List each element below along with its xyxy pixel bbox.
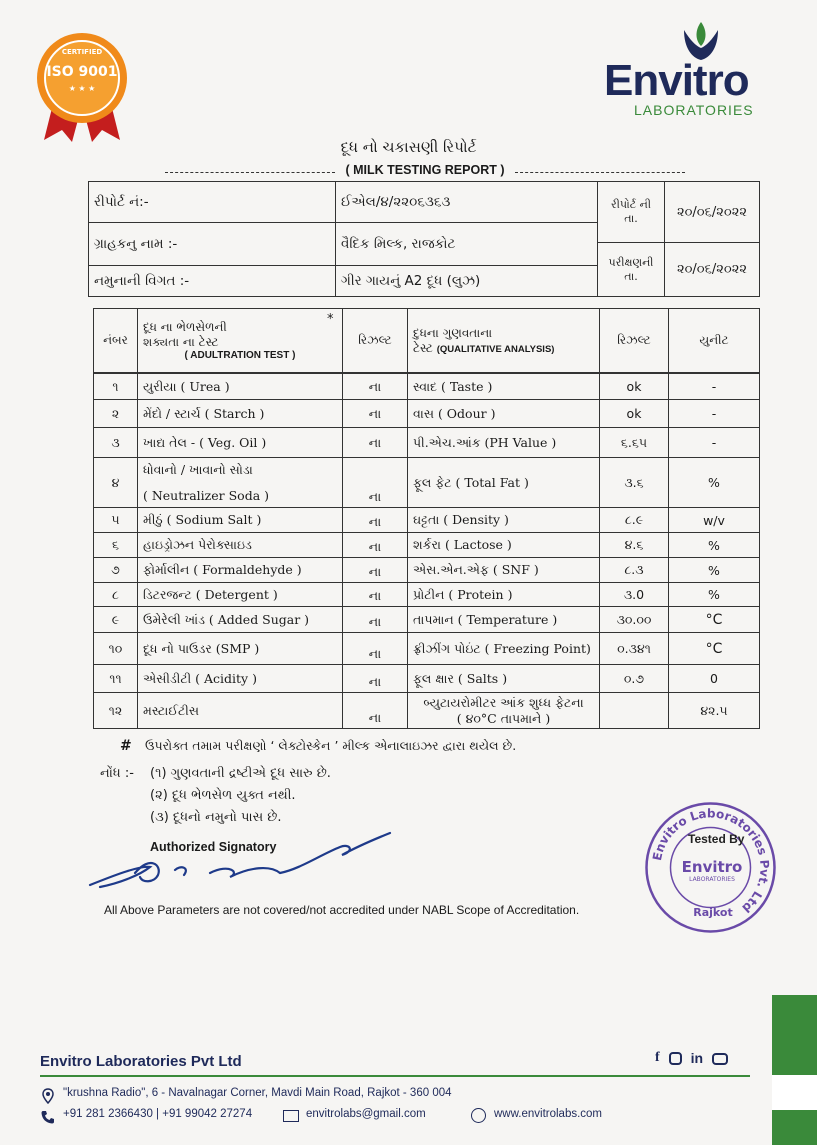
seal-center: Envitro xyxy=(681,858,743,876)
report-date-label xyxy=(597,181,665,243)
sample-value: ગીર ગાયનું A2 દૂધ (લુઝ) xyxy=(335,265,598,297)
row-3-unit: - xyxy=(668,427,760,458)
row-12-result: ના xyxy=(342,692,408,729)
row-10-result: ના xyxy=(342,632,408,665)
row-10-quality: ફ્રીઝીંગ પોઇંટ ( Freezing Point) xyxy=(407,632,600,665)
row-10-unit: °C xyxy=(668,632,760,665)
row-5-unit: w/v xyxy=(668,507,760,533)
test-date-label-line2: તા. xyxy=(624,269,638,283)
footer-address: "krushna Radio", 6 - Navalnagar Corner, Mavdi Main Road, Rajkot - 360 004 xyxy=(63,1087,452,1099)
row-1-result: ના xyxy=(342,373,408,400)
title-divider-left xyxy=(165,172,335,173)
row-10-test: દૂધ નો પાઉડર (SMP ) xyxy=(137,632,343,665)
footer-company: Envitro Laboratories Pvt Ltd xyxy=(40,1053,242,1070)
row-8-qresult: ૩.0 xyxy=(599,582,669,607)
row-8-unit: % xyxy=(668,582,760,607)
globe-icon xyxy=(471,1108,486,1123)
row-4-test-line1: ધોવાનો / ખાવાનો સોડા xyxy=(143,462,253,477)
decor-bar-white xyxy=(772,1075,817,1110)
row-2-no: ૨ xyxy=(93,399,138,428)
brand-name: Envitro xyxy=(604,56,749,105)
row-4-test xyxy=(137,457,343,508)
col-header-quality-line2b: (QUALITATIVE ANALYSIS) xyxy=(436,343,555,355)
row-9-result: ના xyxy=(342,606,408,633)
col-header-result2: રિઝલ્ટ xyxy=(599,308,669,373)
row-7-test: ફોર્માલીન ( Formaldehyde ) xyxy=(137,557,343,583)
row-8-result: ના xyxy=(342,582,408,607)
title-english: ( MILK TESTING REPORT ) xyxy=(345,163,505,177)
decor-bar-green xyxy=(772,995,817,1075)
note-3: (૩) દૂધનો નમુનો પાસ છે. xyxy=(150,810,282,825)
row-1-qresult: ok xyxy=(599,373,669,400)
row-12-quality-line2: ( ૪૦°C તાપમાને ) xyxy=(456,710,551,726)
row-11-test: એસીડીટી ( Acidity ) xyxy=(137,664,343,693)
iso-badge-top: CERTIFIED xyxy=(61,48,103,56)
social-icons xyxy=(655,1050,728,1066)
col-header-unit: યુનીટ xyxy=(668,308,760,373)
row-11-result: ના xyxy=(342,664,408,693)
report-date-label-line2: તા. xyxy=(624,212,638,225)
test-date-value: ૨૦/૦૬/૨૦૨૨ xyxy=(664,242,760,297)
row-12-qresult xyxy=(599,692,669,729)
seal-center-sub: LABORATORIES xyxy=(689,876,735,883)
lab-seal xyxy=(643,800,778,935)
brand-sub: LABORATORIES xyxy=(634,102,754,118)
instagram-icon[interactable] xyxy=(669,1052,682,1065)
row-12-test: મસ્ટાઈટીસ xyxy=(137,692,343,729)
row-1-unit: - xyxy=(668,373,760,400)
row-3-test: ખાદ્ય તેલ - ( Veg. Oil ) xyxy=(137,427,343,458)
col-header-no: નંબર xyxy=(93,308,138,373)
row-11-qresult: ૦.૭ xyxy=(599,664,669,693)
email-icon xyxy=(283,1110,299,1122)
row-4-qresult: ૩.૬ xyxy=(599,457,669,508)
note-label: નોંધ :- xyxy=(100,766,134,781)
row-6-no: ૬ xyxy=(93,532,138,558)
report-no-value: ઈએલ/૪/૨૨૦૬૩૬૩ xyxy=(335,181,598,223)
seal-city: Rajkot xyxy=(693,906,733,919)
row-1-no: ૧ xyxy=(93,373,138,400)
row-12-unit: ૪૨.૫ xyxy=(668,692,760,729)
row-3-result: ના xyxy=(342,427,408,458)
signature-icon xyxy=(80,825,400,895)
col-header-test-line2: શક્યતા ના ટેસ્ટ xyxy=(143,335,219,349)
facebook-icon[interactable]: f xyxy=(655,1050,660,1065)
star-icon: ★ ★ ★ xyxy=(68,84,96,93)
disclaimer: All Above Parameters are not covered/not accredited under NABL Scope of Accreditation. xyxy=(104,903,580,917)
row-4-no: ૪ xyxy=(93,457,138,508)
row-11-unit: 0 xyxy=(668,664,760,693)
decor-bar-green-bottom xyxy=(772,1110,817,1145)
svg-text:Envitro Laboratories Pvt. Ltd: Envitro Laboratories Pvt. Ltd xyxy=(649,806,772,916)
col-header-test-star: * xyxy=(327,312,334,327)
row-5-quality: ઘટ્ટતા ( Density ) xyxy=(407,507,600,533)
row-8-no: ૮ xyxy=(93,582,138,607)
phone-icon xyxy=(40,1109,56,1125)
row-9-qresult: ૩૦.૦૦ xyxy=(599,606,669,633)
iso-badge xyxy=(32,30,132,145)
row-7-unit: % xyxy=(668,557,760,583)
test-date-label xyxy=(597,242,665,297)
col-header-result: રિઝલ્ટ xyxy=(342,308,408,373)
note-1: (૧) ગુણવતાની દ્રષ્ટીએ દૂધ સારુ છે. xyxy=(150,766,331,781)
row-4-unit: % xyxy=(668,457,760,508)
footer-phone[interactable]: +91 281 2366430 | +91 99042 27274 xyxy=(63,1108,253,1120)
sample-label: નમુનાની વિગત :- xyxy=(88,265,336,297)
row-4-test-line2: ( Neutralizer Soda ) xyxy=(143,488,270,503)
row-6-unit: % xyxy=(668,532,760,558)
row-6-quality: શર્કરા ( Lactose ) xyxy=(407,532,600,558)
customer-label: ગ્રાહકનુ નામ :- xyxy=(88,222,336,266)
row-2-result: ના xyxy=(342,399,408,428)
title-divider-right xyxy=(515,172,685,173)
row-10-no: ૧૦ xyxy=(93,632,138,665)
customer-value: વૈદિક મિલ્ક, રાજકોટ xyxy=(335,222,598,266)
row-3-no: ૩ xyxy=(93,427,138,458)
row-11-no: ૧૧ xyxy=(93,664,138,693)
col-header-quality-line1: દુધના ગુણવતાના xyxy=(413,325,493,340)
row-5-result: ના xyxy=(342,507,408,533)
location-pin-icon xyxy=(40,1088,56,1104)
row-5-qresult: ૮.૯ xyxy=(599,507,669,533)
row-12-quality-line1: બ્યુટાયરોમીટર આંક શુધ્ધ ફેટના xyxy=(423,694,584,710)
report-date-label-line1: રીપોર્ટ ની xyxy=(611,198,651,211)
row-1-test: યુરીયા ( Urea ) xyxy=(137,373,343,400)
test-date-label-line1: પરીક્ષણની xyxy=(608,255,654,269)
col-header-quality-line2: ટેસ્ટ xyxy=(413,340,433,355)
brand-logo xyxy=(600,20,790,120)
row-9-quality: તાપમાન ( Temperature ) xyxy=(407,606,600,633)
tested-by: Tested By xyxy=(688,832,745,846)
title-gujarati: દૂધ નો ચકાસણી રિપોર્ટ xyxy=(340,138,477,156)
col-header-test xyxy=(137,308,343,373)
row-7-result: ના xyxy=(342,557,408,583)
row-7-qresult: ૮.૩ xyxy=(599,557,669,583)
row-8-test: ડિટરજન્ટ ( Detergent ) xyxy=(137,582,343,607)
row-12-quality xyxy=(407,692,600,729)
row-9-unit: °C xyxy=(668,606,760,633)
authorized-signatory: Authorized Signatory xyxy=(150,840,277,854)
row-2-quality: વાસ ( Odour ) xyxy=(407,399,600,428)
row-3-quality: પી.એચ.આંક (PH Value ) xyxy=(407,427,600,458)
footer-email[interactable]: envitrolabs@gmail.com xyxy=(306,1108,426,1120)
row-7-quality: એસ.એન.એફ ( SNF ) xyxy=(407,557,600,583)
footer-divider xyxy=(40,1075,750,1077)
row-9-test: ઉમેરેલી ખાંડ ( Added Sugar ) xyxy=(137,606,343,633)
iso-badge-main: ISO 9001 xyxy=(46,64,118,80)
footer-website[interactable]: www.envitrolabs.com xyxy=(494,1108,603,1120)
row-5-test: મીઠું ( Sodium Salt ) xyxy=(137,507,343,533)
col-header-quality xyxy=(407,308,600,373)
report-date-value: ૨૦/૦૬/૨૦૨૨ xyxy=(664,181,760,243)
hash-note: ઉપરોક્ત તમામ પરીક્ષણો ‘ લેક્ટોસ્કેન ’ મીલ્ક એનાલાઇઝર દ્વારા થયેલ છે. xyxy=(145,738,517,753)
row-4-result: ના xyxy=(342,457,408,508)
report-no-label: રીપોર્ટ નં:- xyxy=(88,181,336,223)
youtube-icon[interactable] xyxy=(712,1053,728,1065)
row-7-no: ૭ xyxy=(93,557,138,583)
row-6-qresult: ૪.૬ xyxy=(599,532,669,558)
row-10-qresult: ૦.૩૪૧ xyxy=(599,632,669,665)
row-8-quality: પ્રોટીન ( Protein ) xyxy=(407,582,600,607)
hash-mark: # xyxy=(120,738,132,754)
row-6-result: ના xyxy=(342,532,408,558)
col-header-test-line1: દૂધ ના ભેળસેળની xyxy=(143,320,227,334)
row-11-quality: ફૂલ ક્ષાર ( Salts ) xyxy=(407,664,600,693)
row-6-test: હાઇડ્રોઝન પેરોક્સાઇડ xyxy=(137,532,343,558)
row-2-qresult: ok xyxy=(599,399,669,428)
linkedin-icon[interactable]: in xyxy=(690,1050,704,1066)
row-1-quality: સ્વાદ ( Taste ) xyxy=(407,373,600,400)
row-2-unit: - xyxy=(668,399,760,428)
row-12-no: ૧૨ xyxy=(93,692,138,729)
row-5-no: ૫ xyxy=(93,507,138,533)
row-9-no: ૯ xyxy=(93,606,138,633)
col-header-test-line3: ( ADULTRATION TEST ) xyxy=(184,350,296,361)
row-3-qresult: ૬.૬૫ xyxy=(599,427,669,458)
row-2-test: મેંદો / સ્ટાર્ચ ( Starch ) xyxy=(137,399,343,428)
note-2: (૨) દૂધ ભેળસેળ યુક્ત નથી. xyxy=(150,788,296,803)
row-4-quality: ફૂલ ફેટ ( Total Fat ) xyxy=(407,457,600,508)
